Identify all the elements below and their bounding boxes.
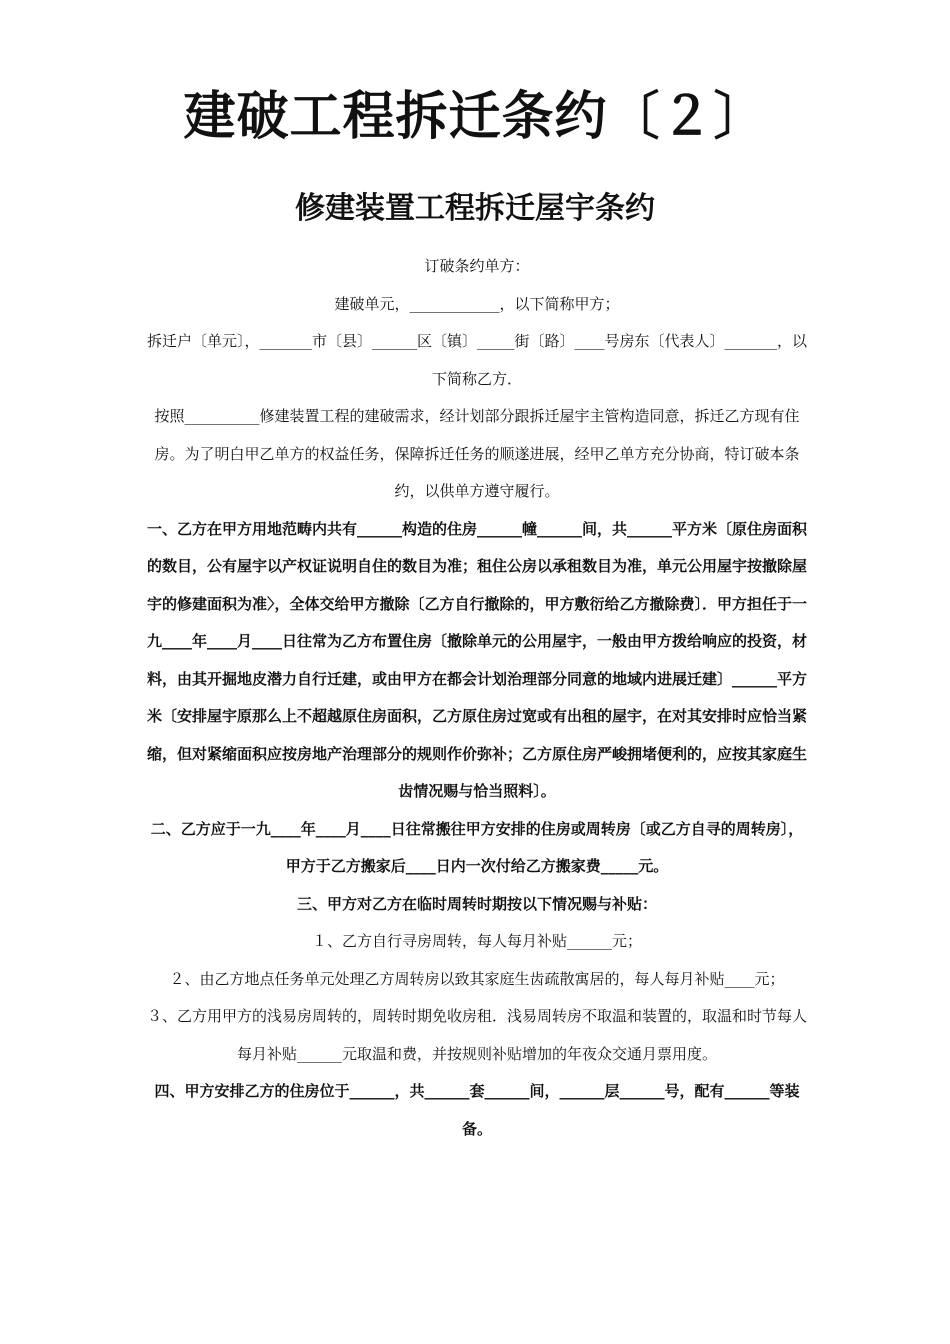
clause-2: 二、乙方应于一九____年____月____日往常搬往甲方安排的住房或周转房〔或乙方自寻的周转房〕，甲方于乙方搬家后____日内一次付给乙方搬家费_____元。 (150, 819, 804, 875)
clause-3-item-1: １、乙方自行寻房周转，每人每月补贴______元； (311, 932, 642, 950)
clause-3-item-3: ３、乙方用甲方的浅易房周转的，周转时期免收房租．浅易周转房不取温和装置的，取温和时节每人每月补贴______元取温和费，并按规则补贴增加的年夜众交通月票用度。 (147, 1007, 808, 1063)
preamble-paragraph: 按照__________修建装置工程的建破需求，经计划部分跟拆迁屋宇主管构造同意，拆迁乙方现有住房。为了明白甲乙单方的权益任务，保障拆迁任务的顺遂进展，经甲乙单方充分协商，特订破本条约，以供单方遵守履行。 (154, 407, 800, 500)
document-title: 建破工程拆迁条约〔２〕 (183, 87, 767, 147)
clause-1: 一、乙方在甲方用地范畴内共有______构造的住房______幢______间，共______平方米〔原住房面积的数目，公有屋宇以产权证说明自住的数目为准；租住公房以承租数目为准，单元公用屋宇按撤除屋宇的修建面积为准〉，全体交给甲方撤除〔乙方自行撤除的，甲方敷衍给乙方撤除费〕．甲方担任于一九____年____月____日往常为乙方布置住房〔撤除单元的公用屋宇，一般由甲方拨给响应的投资，材料，由其开掘地皮潜力自行迁建，或由甲方在都会计划治理部分同意的地域内进展迁建〕______平方米〔安排屋宇原那么上不超越原住房面积，乙方原住房过宽或有出租的屋宇，在对其安排时应恰当紧缩，但对紧缩面积应按房地产治理部分的规则作价弥补；乙方原住房严峻拥堵便利的，应按其家庭生齿情况赐与恰当照料〕。 (147, 519, 808, 800)
clause-3-heading: 三、甲方对乙方在临时周转时期按以下情况赐与补贴： (296, 894, 657, 913)
document-subtitle: 修建装置工程拆迁屋宇条约 (295, 191, 655, 226)
parties-heading: 订破条约单方： (424, 257, 530, 275)
party-a-line: 建破单元，____________，以下简称甲方； (334, 294, 620, 313)
document-body (147, 248, 807, 1148)
party-b-line: 拆迁户〔单元〕，_______市〔县〕______区〔镇〕_____街〔路〕____号房东〔代表人〕_______，以下简称乙方． (147, 332, 808, 388)
clause-4: 四、甲方安排乙方的住房位于______，共______套______间，______层______号，配有______等装备。 (154, 1082, 800, 1138)
clause-3-item-2: ２、由乙方地点任务单元处理乙方周转房以致其家庭生齿疏散寓居的，每人每月补贴____元； (169, 969, 785, 988)
